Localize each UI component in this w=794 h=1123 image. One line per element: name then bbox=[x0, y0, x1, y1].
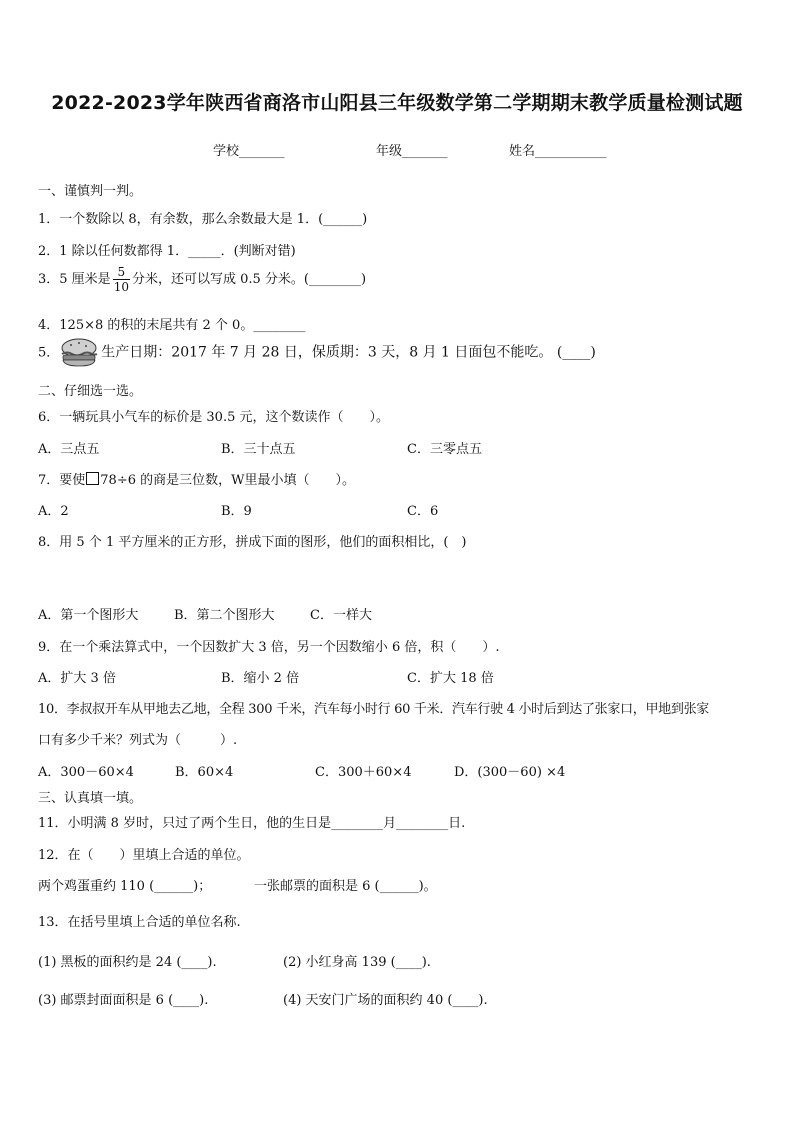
q13-item-3: (3) 邮票封面面积是 6 (____). bbox=[38, 993, 209, 1008]
q12-item-2: 一张邮票的面积是 6 (______)。 bbox=[254, 879, 437, 894]
page-title: 2022-2023学年陕西省商洛市山阳县三年级数学第二学期期末教学质量检测试题 bbox=[51, 92, 743, 114]
q8-option-b: B．第二个图形大 bbox=[174, 608, 275, 623]
question-5 bbox=[38, 338, 596, 368]
question-3-prefix: 3．5 厘米是 bbox=[38, 272, 111, 287]
section-heading-1: 一、谨慎判一判。 bbox=[38, 184, 143, 199]
question-12: 12．在（ ）里填上合适的单位。 bbox=[38, 848, 250, 863]
question-9: 9．在一个乘法算式中，一个因数扩大 3 倍，另一个因数缩小 6 倍，积（ ）. bbox=[38, 640, 500, 655]
question-5-number: 5． bbox=[38, 345, 60, 361]
q9-option-a: A．扩大 3 倍 bbox=[38, 671, 116, 686]
section-heading-3: 三、认真填一填。 bbox=[38, 791, 143, 806]
q9-option-b: B．缩小 2 倍 bbox=[221, 671, 300, 686]
q10-option-c: C．300＋60×4 bbox=[315, 765, 412, 780]
q13-item-2: (2) 小红身高 139 (____). bbox=[283, 955, 431, 970]
q12-item-1: 两个鸡蛋重约 110 (______)； bbox=[38, 879, 212, 894]
question-1: 1．一个数除以 8，有余数，那么余数最大是 1．(______) bbox=[38, 212, 368, 227]
fraction bbox=[113, 266, 130, 293]
q9-option-c: C．扩大 18 倍 bbox=[407, 671, 494, 686]
question-2: 2．1 除以任何数都得 1．_____．(判断对错) bbox=[38, 244, 296, 259]
question-7-suffix: 78÷6 的商是三位数，W里最小填（ ）。 bbox=[100, 473, 355, 488]
question-8: 8．用 5 个 1 平方厘米的正方形，拼成下面的图形，他们的面积相比，( ) bbox=[38, 535, 467, 550]
question-5-text: 生产日期：2017 年 7 月 28 日，保质期：3 天，8 月 1 日面包不能吃。 (____) bbox=[101, 344, 596, 361]
q10-option-d: D．(300－60) ×4 bbox=[454, 765, 566, 780]
section-heading-2: 二、仔细选一选。 bbox=[38, 384, 143, 399]
bread-icon bbox=[59, 338, 99, 368]
q6-option-b: B．三十点五 bbox=[221, 442, 296, 457]
q7-option-b: B．9 bbox=[221, 504, 252, 519]
q7-option-c: C．6 bbox=[407, 504, 439, 519]
grade-field: 年级_______ bbox=[376, 144, 448, 159]
blank-box bbox=[86, 472, 99, 485]
question-13: 13．在括号里填上合适的单位名称. bbox=[38, 915, 241, 930]
question-3 bbox=[38, 266, 366, 293]
question-11: 11．小明满 8 岁时，只过了两个生日，他的生日是________月________日. bbox=[38, 816, 466, 831]
q13-item-1: (1) 黑板的面积约是 24 (____). bbox=[38, 955, 217, 970]
school-field: 学校_______ bbox=[213, 144, 285, 159]
q6-option-a: A．三点五 bbox=[38, 442, 100, 457]
q6-option-c: C．三零点五 bbox=[407, 442, 482, 457]
name-field: 姓名___________ bbox=[509, 144, 607, 159]
q7-option-a: A．2 bbox=[38, 504, 69, 519]
q10-option-b: B．60×4 bbox=[175, 765, 234, 780]
question-10-line-2: 口有多少千米？列式为（ ）. bbox=[38, 733, 238, 748]
question-3-suffix: 分米，还可以写成 0.5 分米。(________) bbox=[131, 272, 367, 287]
q8-option-a: A．第一个图形大 bbox=[38, 608, 139, 623]
question-6: 6．一辆玩具小气车的标价是 30.5 元，这个数读作（ ）。 bbox=[38, 410, 389, 425]
fraction-denominator: 10 bbox=[113, 280, 129, 294]
fraction-numerator: 5 bbox=[117, 265, 126, 279]
q10-option-a: A．300－60×4 bbox=[38, 765, 134, 780]
q8-option-c: C．一样大 bbox=[310, 608, 372, 623]
question-10-line-1: 10．李叔叔开车从甲地去乙地，全程 300 千米，汽车每小时行 60 千米．汽车行驶 4 小时后到达了张家口，甲地到张家 bbox=[38, 702, 709, 717]
q13-item-4: (4) 天安门广场的面积约 40 (____). bbox=[283, 993, 488, 1008]
question-7-prefix: 7．要使 bbox=[38, 473, 86, 488]
question-7 bbox=[38, 469, 355, 488]
question-4: 4．125×8 的积的末尾共有 2 个 0。________ bbox=[38, 318, 306, 333]
